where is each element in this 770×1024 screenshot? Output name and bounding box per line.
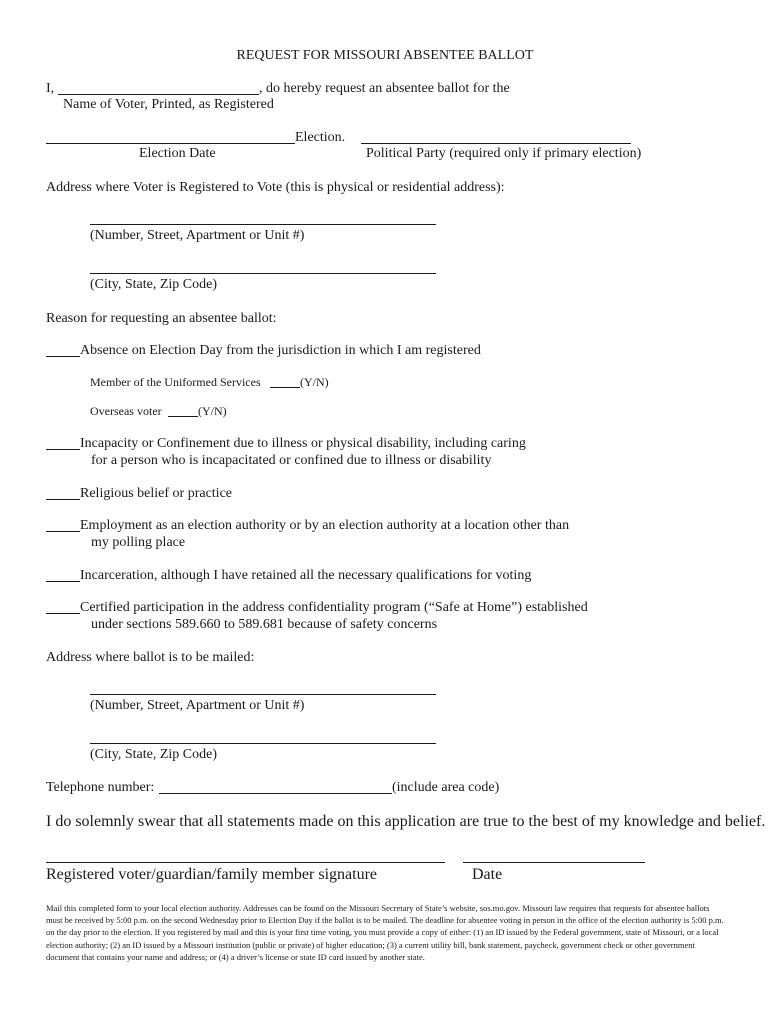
voter-name-field[interactable] — [58, 94, 259, 95]
mailing-instructions: Mail this completed form to your local election authority. Addresses can be found on the Missouri Secretary of State’s website, sos.mo.gov. Missouri law requires that requests for absentee ballots must be received by 5:00 p.m. on the second Wednesday prior to Election Day if the ballot is to be mailed. The deadline for absentee voting in person in the office of the election authority is 5:00 p.m. on the day prior to the election. If you registered by mail and this is your first time voting, you must provide a copy of either: (1) an ID issued by the Federal government, state of Missouri, or a local election authority; (2) an ID issued by a Missouri institution (public or private) of higher education; (3) a current utility bill, bank statement, paycheck, government check or other government document that contains your name and address; or (4) a driver’s license or state ID card issued by another state. — [46, 903, 724, 962]
overseas-voter-field[interactable] — [168, 416, 198, 417]
signature-date-caption: Date — [472, 866, 503, 883]
registered-street-field[interactable] — [90, 224, 436, 225]
signature-date-field[interactable] — [463, 862, 645, 863]
intro-prefix: I, — [46, 81, 55, 96]
registered-city-field[interactable] — [90, 273, 436, 274]
political-party-field[interactable] — [361, 143, 631, 144]
reason-employment-line1: Employment as an election authority or by an election authority at a location other than — [80, 518, 570, 533]
absence-checkbox-blank[interactable] — [46, 356, 80, 357]
overseas-voter-label: Overseas voter — [90, 404, 162, 418]
political-party-caption: Political Party (required only if primary election) — [366, 146, 642, 161]
intro-suffix: , do hereby request an absentee ballot for the — [259, 81, 510, 96]
reason-incarceration: Incarceration, although I have retained all the necessary qualifications for voting — [80, 568, 532, 583]
oath-statement: I do solemnly swear that all statements made on this application are true to the best of my knowledge and belief. — [46, 813, 766, 830]
uniformed-services-field[interactable] — [270, 387, 300, 388]
safe-at-home-checkbox-blank[interactable] — [46, 613, 80, 614]
incapacity-checkbox-blank[interactable] — [46, 449, 80, 450]
reason-incapacity-line2: for a person who is incapacitated or confined due to illness or disability — [91, 453, 492, 468]
form-title: REQUEST FOR MISSOURI ABSENTEE BALLOT — [236, 48, 534, 63]
telephone-label: Telephone number: — [46, 780, 155, 795]
religious-checkbox-blank[interactable] — [46, 499, 80, 500]
mailing-street-field[interactable] — [90, 694, 436, 695]
registered-address-heading: Address where Voter is Registered to Vote (this is physical or residential address): — [46, 180, 505, 195]
mailing-street-caption: (Number, Street, Apartment or Unit #) — [90, 698, 305, 713]
overseas-yn: (Y/N) — [198, 404, 227, 418]
incarceration-checkbox-blank[interactable] — [46, 581, 80, 582]
reason-safe-at-home-line2: under sections 589.660 to 589.681 because of safety concerns — [91, 617, 438, 632]
uniformed-services-label: Member of the Uniformed Services — [90, 375, 261, 389]
mailing-city-field[interactable] — [90, 743, 436, 744]
signature-field[interactable] — [46, 862, 445, 863]
reason-incapacity-line1: Incapacity or Confinement due to illness or physical disability, including caring — [80, 436, 526, 451]
reason-absence: Absence on Election Day from the jurisdiction in which I am registered — [80, 343, 481, 358]
telephone-field[interactable] — [159, 793, 392, 794]
reason-religious: Religious belief or practice — [80, 486, 232, 501]
reason-employment-line2: my polling place — [91, 535, 186, 550]
registered-street-caption: (Number, Street, Apartment or Unit #) — [90, 228, 305, 243]
election-suffix: Election. — [295, 130, 346, 145]
election-date-field[interactable] — [46, 143, 295, 144]
employment-checkbox-blank[interactable] — [46, 531, 80, 532]
mailing-address-heading: Address where ballot is to be mailed: — [46, 650, 255, 665]
signature-caption: Registered voter/guardian/family member signature — [46, 866, 377, 883]
election-date-caption: Election Date — [139, 146, 216, 161]
registered-city-caption: (City, State, Zip Code) — [90, 277, 218, 292]
reasons-heading: Reason for requesting an absentee ballot: — [46, 311, 277, 326]
telephone-suffix: (include area code) — [392, 780, 500, 795]
voter-name-caption: Name of Voter, Printed, as Registered — [63, 97, 274, 112]
mailing-city-caption: (City, State, Zip Code) — [90, 747, 218, 762]
reason-safe-at-home-line1: Certified participation in the address confidentiality program (“Safe at Home”) established — [80, 600, 588, 615]
uniformed-yn: (Y/N) — [300, 375, 329, 389]
